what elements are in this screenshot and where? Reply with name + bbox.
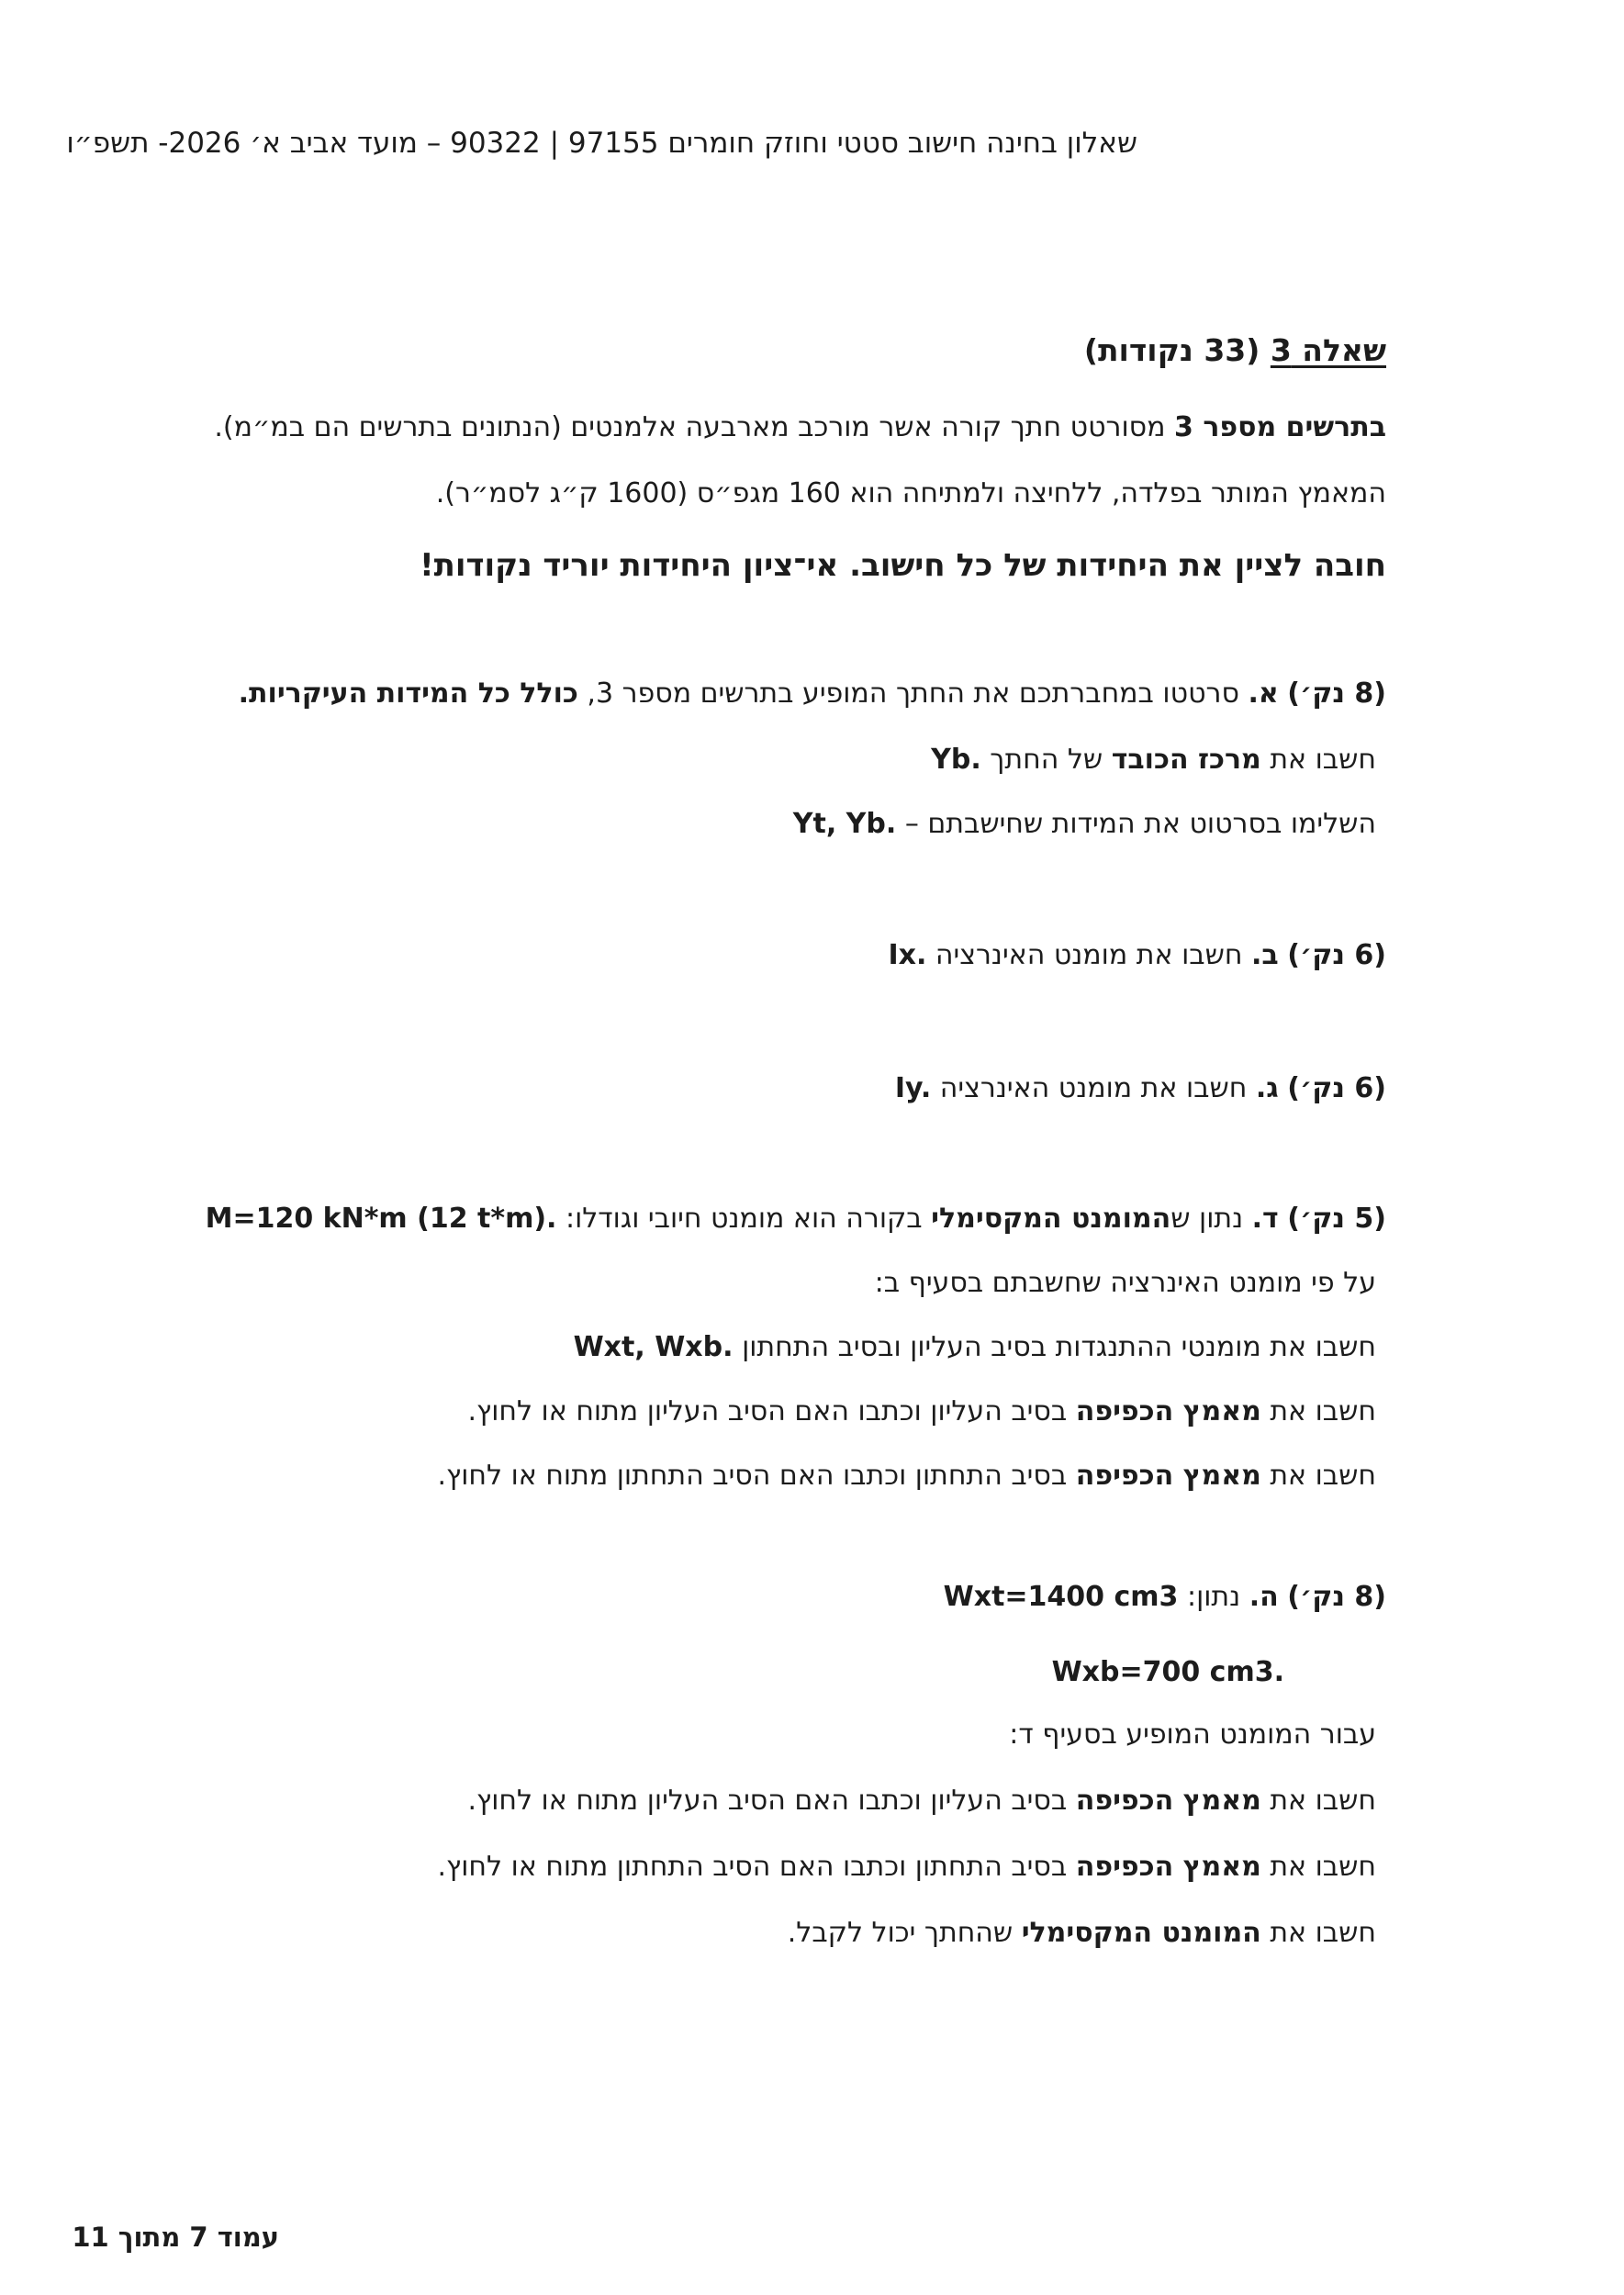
- section-c-text: חשבו את מומנט האינרציה: [931, 1072, 1256, 1104]
- section-d-line-1: [206, 1203, 1386, 1236]
- section-b: [888, 939, 1386, 972]
- section-e-l5-rest: שהחתך יכול לקבל.: [787, 1917, 1022, 1949]
- section-d-l5-rest: בסיב התחתון וכתבו האם הסיב התחתון מתוח או לחוץ.: [437, 1460, 1076, 1492]
- section-e-points: (8 נק׳): [1287, 1581, 1386, 1613]
- section-e-l3-pre: חשבו את: [1260, 1785, 1376, 1817]
- section-b-text: חשבו את מומנט האינרציה: [926, 939, 1251, 971]
- section-d-l5-pre: חשבו את: [1260, 1460, 1376, 1492]
- section-d-line-5: [437, 1460, 1376, 1493]
- section-a-l2-pre: חשבו את: [1260, 744, 1376, 776]
- bending-stress-term: מאמץ הכפיפה: [1075, 1395, 1261, 1427]
- yt-yb-variables: Yt, Yb.: [792, 808, 897, 840]
- section-a-l2-mid: של החתך: [980, 744, 1112, 776]
- bending-stress-term: מאמץ הכפיפה: [1075, 1460, 1261, 1492]
- section-c-letter: ג.: [1255, 1072, 1279, 1104]
- section-e-l3-rest: בסיב העליון וכתבו האם הסיב העליון מתוח או לחוץ.: [467, 1785, 1076, 1817]
- section-d-letter: ד.: [1251, 1203, 1279, 1235]
- section-a-line-1: [239, 677, 1386, 711]
- intro-line-2: המאמץ המותר בפלדה, ללחיצה ולמתיחה הוא 160 מגפ״ס (1600 ק״ג לסמ״ר).: [435, 477, 1386, 509]
- section-d-l1-pre: נתון ש: [1170, 1203, 1252, 1235]
- section-d-l4-rest: בסיב העליון וכתבו האם הסיב העליון מתוח או לחוץ.: [467, 1395, 1076, 1427]
- section-c-points: (6 נק׳): [1287, 1072, 1386, 1104]
- bending-stress-term: מאמץ הכפיפה: [1075, 1785, 1261, 1817]
- section-a-letter: א.: [1248, 677, 1279, 710]
- document-header: שאלון בחינה חישוב סטטי וחוזק חומרים 97155 | 90322 – מועד אביב א׳ 2026- תשפ״ו: [66, 127, 1137, 160]
- section-b-letter: ב.: [1251, 939, 1279, 971]
- max-moment-term: המומנט המקסימלי: [1021, 1917, 1261, 1949]
- bending-stress-term: מאמץ הכפיפה: [1075, 1851, 1261, 1883]
- section-d-line-3: [574, 1331, 1376, 1364]
- question-number: שאלה 3: [1270, 332, 1386, 368]
- section-e-line-3: [467, 1785, 1376, 1818]
- ix-variable: Ix.: [888, 939, 927, 971]
- intro-line-1: [214, 411, 1386, 444]
- yb-variable: Yb.: [931, 744, 981, 776]
- section-d-line-2: על פי מומנט האינרציה שחשבתם בסעיף ב:: [874, 1267, 1376, 1299]
- section-a-line-3: [793, 808, 1376, 841]
- question-title: [1084, 332, 1386, 369]
- page-number: עמוד 7 מתוך 11: [72, 2222, 279, 2253]
- units-warning: חובה לציין את היחידות של כל חישוב. אי־ציון היחידות יוריד נקודות!: [420, 547, 1386, 584]
- section-e-line-2: עבור המומנט המופיע בסעיף ד:: [1009, 1718, 1376, 1751]
- center-of-gravity-term: מרכז הכובד: [1111, 744, 1261, 776]
- section-d-l1-mid: בקורה הוא מומנט חיובי וגודלו:: [556, 1203, 932, 1235]
- section-d-line-4: [467, 1395, 1376, 1428]
- section-e-given-2: Wxb=700 cm3.: [1051, 1656, 1284, 1688]
- section-b-points: (6 נק׳): [1287, 939, 1386, 971]
- section-a-points: (8 נק׳): [1287, 677, 1386, 710]
- section-a-text: סרטטו במחברתכם את החתך המופיע בתרשים מספר 3,: [577, 677, 1249, 710]
- section-d-l3-pre: חשבו את מומנטי ההתנגדות בסיב העליון ובסיב התחתון: [733, 1331, 1376, 1363]
- section-a-l3-pre: השלימו בסרטוט את המידות שחישבתם –: [896, 808, 1376, 840]
- section-e-line-5: [788, 1917, 1376, 1950]
- question-points: (33 נקודות): [1083, 332, 1260, 368]
- section-d-l4-pre: חשבו את: [1260, 1395, 1376, 1427]
- wxt-given-value: Wxt=1400 cm3: [943, 1581, 1179, 1613]
- section-e-l5-pre: חשבו את: [1260, 1917, 1376, 1949]
- intro-figure-ref: בתרשים מספר 3: [1174, 411, 1386, 443]
- moment-value: M=120 kN*m (12 t*m).: [205, 1203, 557, 1235]
- section-e-line-1: [944, 1581, 1386, 1614]
- section-e-l4-rest: בסיב התחתון וכתבו האם הסיב התחתון מתוח או לחוץ.: [437, 1851, 1076, 1883]
- section-d-points: (5 נק׳): [1287, 1203, 1386, 1235]
- section-e-l4-pre: חשבו את: [1260, 1851, 1376, 1883]
- iy-variable: Iy.: [894, 1072, 932, 1104]
- section-a-bold: כולל כל המידות העיקריות.: [238, 677, 578, 710]
- section-e-letter: ה.: [1249, 1581, 1279, 1613]
- section-e-line-4: [437, 1851, 1376, 1884]
- section-a-line-2: [931, 744, 1376, 777]
- max-moment-term: המומנט המקסימלי: [931, 1203, 1171, 1235]
- intro-line-1-text: מסורטט חתך קורה אשר מורכב מארבעה אלמנטים (הנתונים בתרשים הם במ״מ).: [214, 411, 1175, 443]
- section-e-given-label: נתון:: [1178, 1581, 1249, 1613]
- section-c: [895, 1072, 1386, 1105]
- wxt-wxb-variables: Wxt, Wxb.: [573, 1331, 734, 1363]
